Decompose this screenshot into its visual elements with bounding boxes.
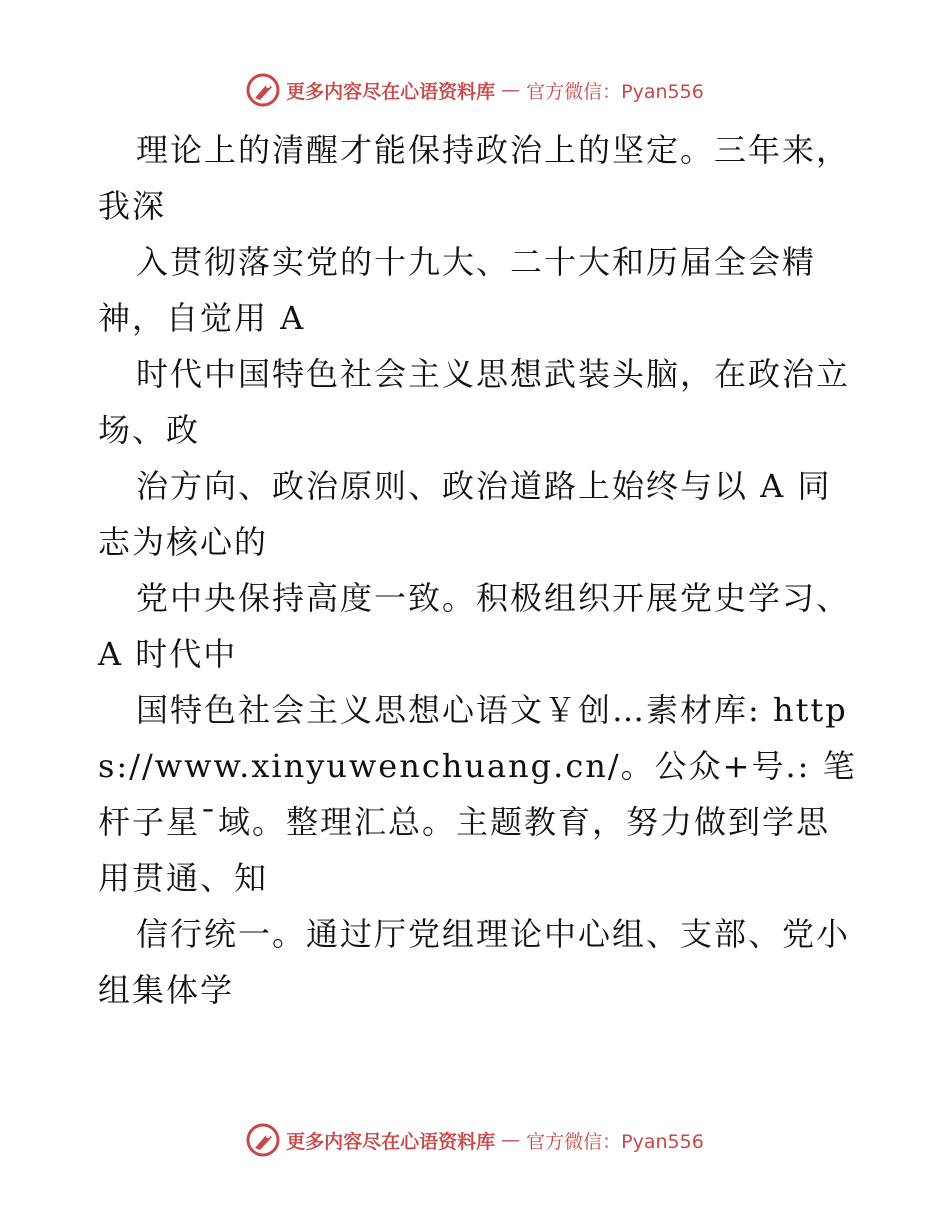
header-brand-text: 更多内容尽在心语资料库 — [286, 80, 496, 103]
paragraph-3: 时代中国特色社会主义思想武装头脑，在政治立场、政 — [98, 355, 851, 449]
paragraph-2: 入贯彻落实党的十九大、二十大和历届全会精神，自觉用 A — [98, 243, 817, 337]
document-body — [98, 122, 858, 1018]
footer-banner — [0, 1120, 950, 1160]
paragraph-4: 治方向、政治原则、政治道路上始终与以 A 同志为核心的 — [98, 467, 832, 561]
header-wechat-text: 官方微信：Pyan556 — [526, 80, 704, 103]
footer-wechat-text: 官方微信：Pyan556 — [526, 1130, 704, 1153]
paragraph-7: 信行统一。通过厅党组理论中心组、支部、党小组集体学 — [98, 915, 851, 1009]
header-banner — [0, 70, 950, 110]
header-separator: — — [501, 79, 521, 101]
pen-nib-logo-icon — [246, 73, 280, 107]
paragraph-1: 理论上的清醒才能保持政治上的坚定。三年来，我深 — [98, 131, 851, 225]
footer-brand-text: 更多内容尽在心语资料库 — [286, 1130, 496, 1153]
paragraph-5: 党中央保持高度一致。积极组织开展党史学习、A 时代中 — [98, 579, 851, 673]
paragraph-6: 国特色社会主义思想心语文￥创…素材库: https://www.xinyuwenchuang.cn/。公众+号.: 笔杆子星¯域。整理汇总。主题教育，努力做到学思用贯通、知 — [98, 691, 857, 897]
pen-nib-logo-icon — [246, 1123, 280, 1157]
footer-separator: — — [501, 1129, 521, 1151]
